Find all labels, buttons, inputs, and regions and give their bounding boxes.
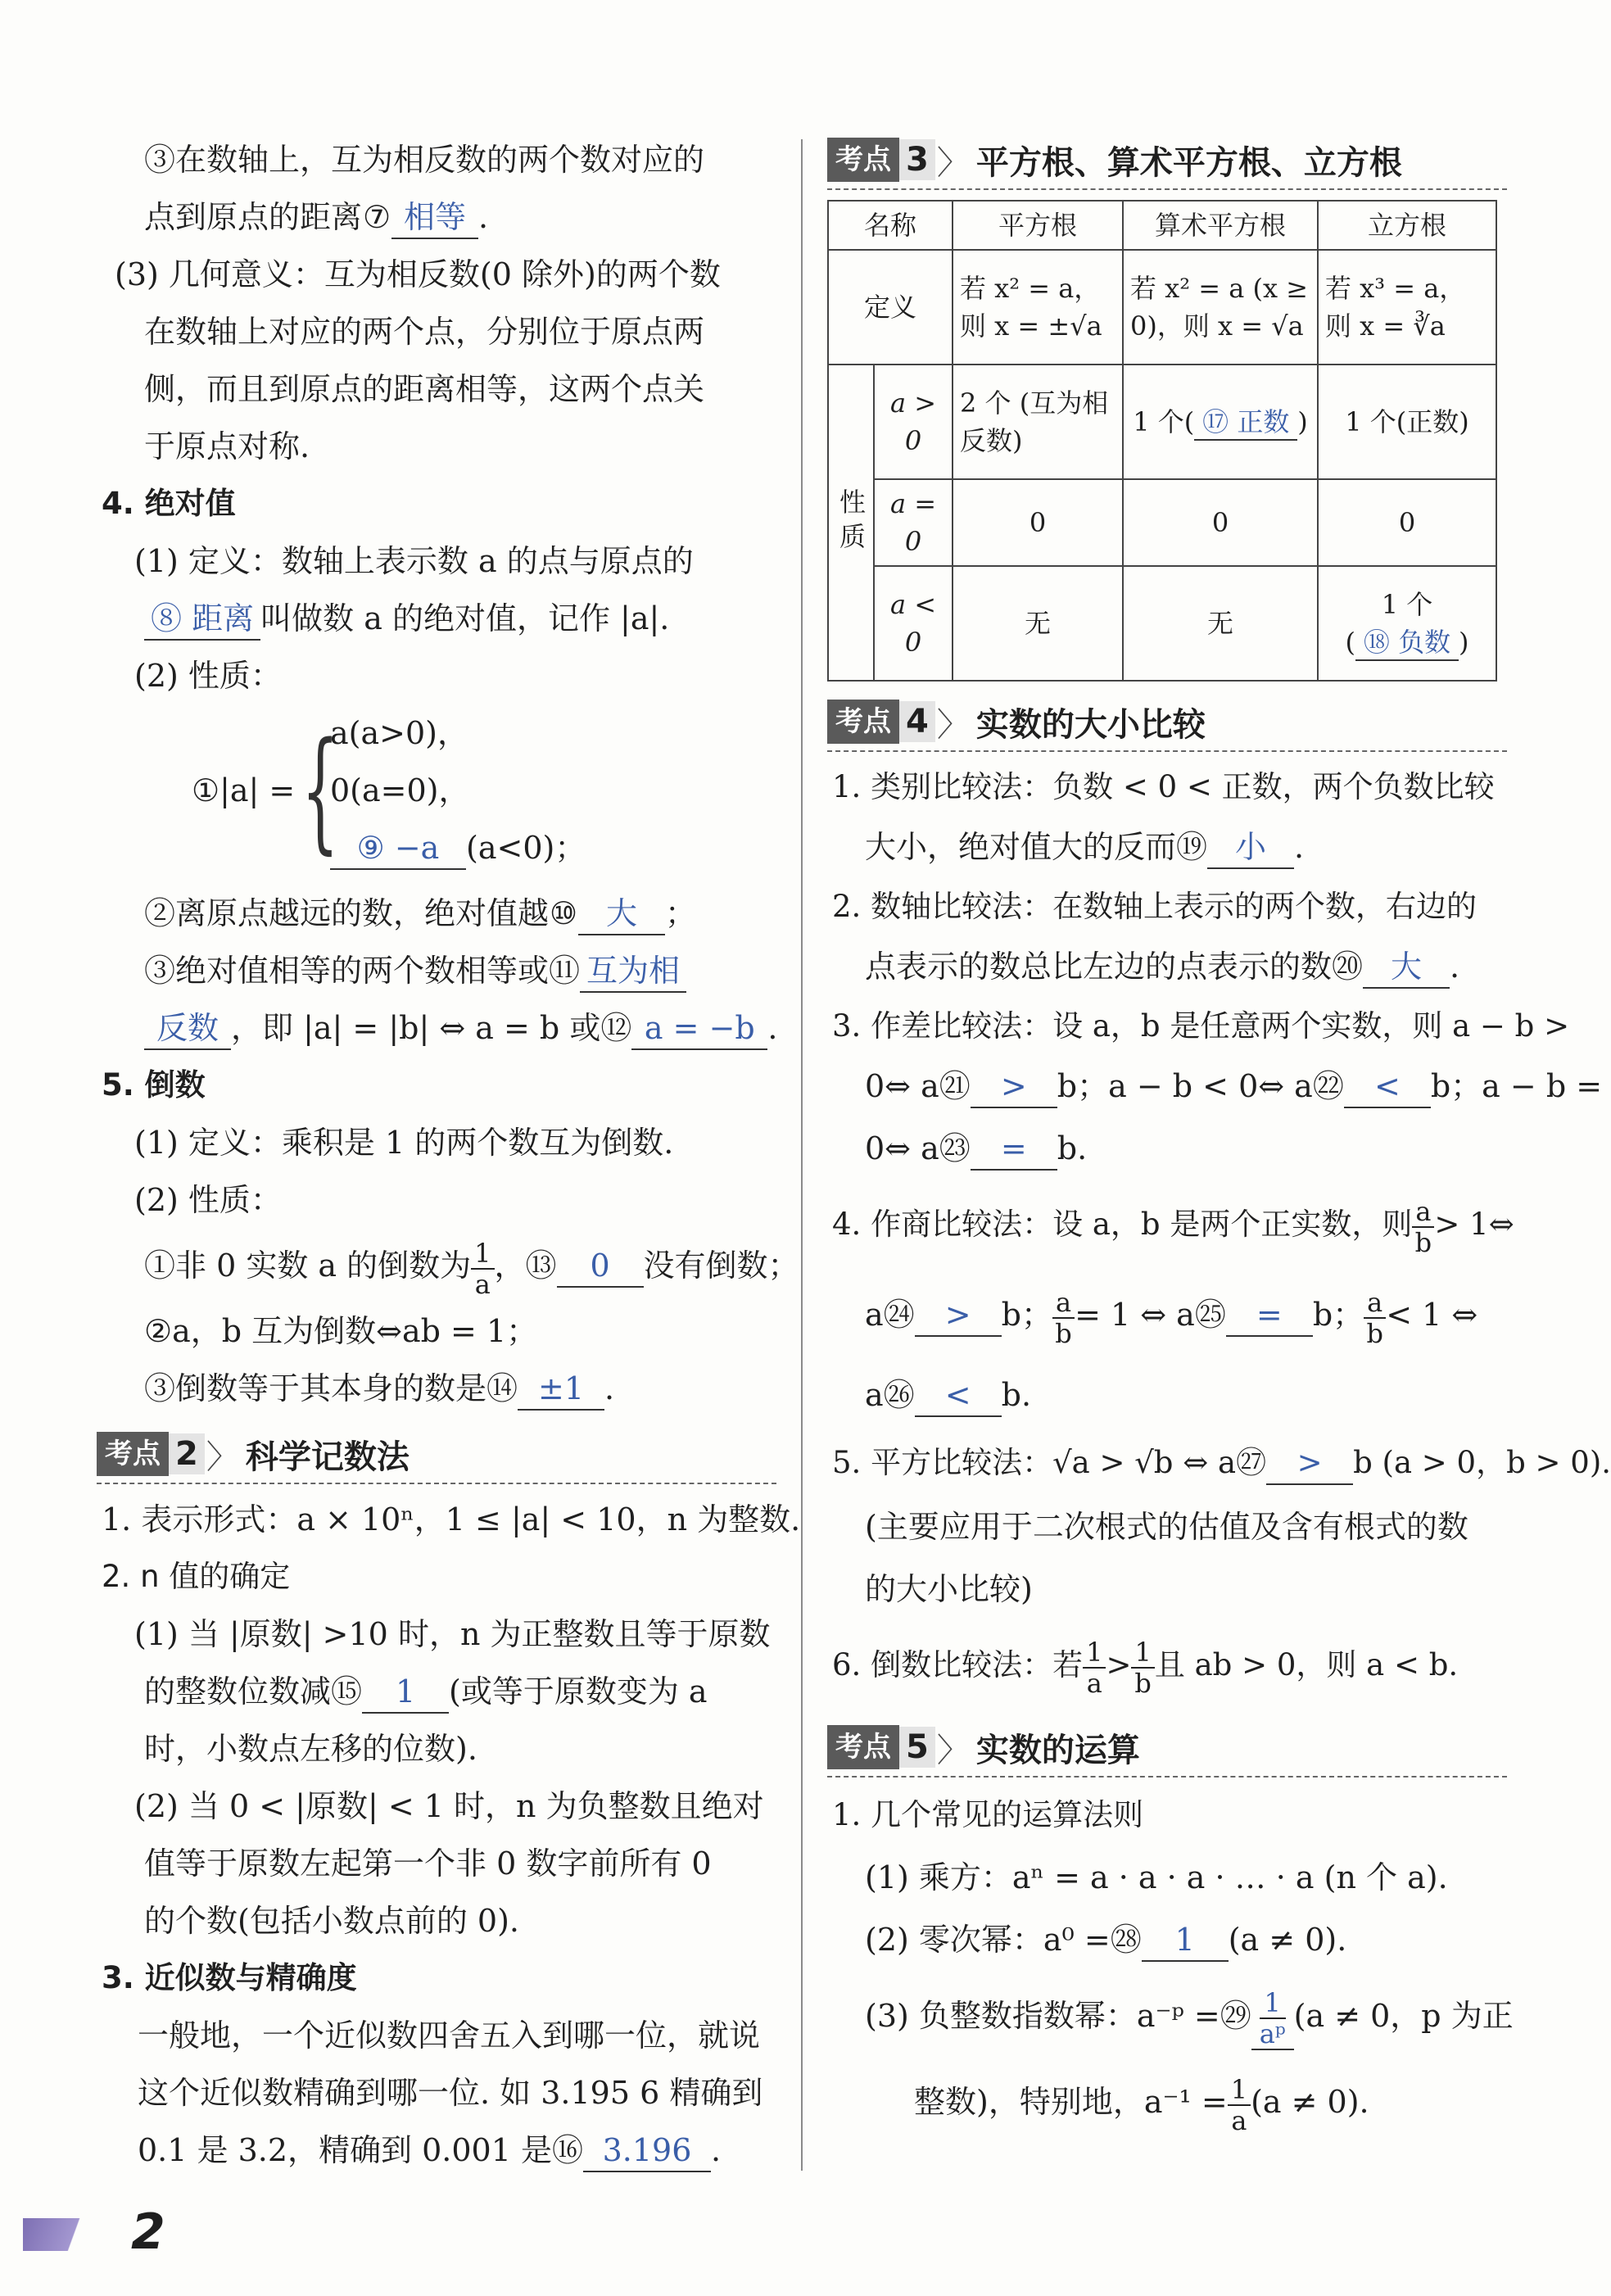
answer-blank: > (915, 1294, 1002, 1337)
text-line: a㉔ > b； $\frac{a}{b}$ = 1 ⇔ a㉕ = b； $\frac{a}{b}$ < 1 ⇔ (865, 1286, 1478, 1349)
text-line: (2) 当 0 < |原数| < 1 时，n 为负整数且绝对 (134, 1788, 764, 1824)
section-header-operations: 考点 5 〉 实数的运算 (827, 1719, 1507, 1777)
text-line: (1) 乘方：aⁿ = a · a · a · … · a (n 个 a). (865, 1859, 1448, 1895)
text-line: 4. 作商比较法：设 a，b 是两个正实数，则 $\frac{a}{b}$ > 1⇔ (832, 1195, 1514, 1258)
right-column (827, 131, 1611, 2143)
table-row: 名称 平方根 算术平方根 立方根 (828, 201, 1496, 250)
text-line: 0.1 是 3.2，精确到 0.001 是⑯ 3.196 . (97, 2122, 776, 2179)
text-line: 点表示的数总比左边的点表示的数⑳ 大 . (827, 935, 1507, 998)
text-line: 一般地，一个近似数四舍五入到哪一位，就说 (138, 2017, 761, 2054)
roots-table (827, 200, 1497, 682)
text-line: 1. 表示形式：a × 10ⁿ，1 ≤ |a| < 10，n 为整数. (102, 1501, 801, 1537)
answer-blank: 大 (578, 893, 665, 935)
text-line: 2. n 值的确定 (102, 1559, 291, 1594)
text-line: ③在数轴上，互为相反数的两个数对应的 (144, 142, 705, 178)
text-line: (3) 负整数指数幂：a⁻ᵖ =㉙ $\frac{1}{\text{aᵖ}}$ (a ≠ 0，p 为正 (865, 1986, 1514, 2049)
brace: { (301, 713, 339, 867)
answer-blank: 1 (1142, 1919, 1229, 1962)
answer-blank: = (1226, 1294, 1313, 1337)
answer-blank: < (1344, 1066, 1431, 1108)
text-line: a㉖ < b. (827, 1360, 1507, 1430)
chevron-right-icon: 〉 (206, 1438, 239, 1476)
fraction: $\frac{1}{a}$ (471, 1239, 494, 1299)
answer-blank: 相等 (391, 197, 478, 239)
text-line: (1) 定义：数轴上表示数 a 的点与原点的 (134, 543, 694, 579)
text-line: 大小，绝对值大的反而⑲ 小 . (827, 816, 1507, 878)
text-line: 的整数位数减⑮ 1 (或等于原数变为 a (97, 1663, 776, 1720)
text-line: (1) 定义：乘积是 1 的两个数互为倒数. (134, 1125, 674, 1161)
table-row: a = 0 0 0 0 (828, 479, 1496, 566)
text-line: 于原点对称. (144, 428, 310, 464)
fraction: $\frac{1}{a}$ (1083, 1637, 1106, 1698)
text-line: 1. 类别比较法：负数 < 0 < 正数，两个负数比较 (832, 769, 1495, 804)
answer-blank: ⑰ 正数 (1194, 405, 1297, 441)
answer-blank: ⑧ 距离 (144, 598, 260, 641)
text-line: ⑧ 距离 叫做数 a 的绝对值，记作 |a|. (97, 590, 776, 647)
answer-blank: ⑨ −a (330, 827, 466, 870)
text-line: 的个数(包括小数点前的 0). (144, 1903, 519, 1939)
text-line: ②离原点越远的数，绝对值越⑩ 大 ； (97, 885, 776, 942)
section-header-roots: 考点 3 〉 平方根、算术平方根、立方根 (827, 131, 1507, 190)
answer-blank: 小 (1207, 826, 1294, 869)
text-line: (2) 性质： (134, 658, 282, 694)
fraction: $\frac{1}{a}$ (1228, 2075, 1251, 2135)
table-row: a < 0 无 无 1 个 ( ⑱ 负数 ) (828, 566, 1496, 681)
text-line: 点到原点的距离⑦ 相等 . (97, 188, 776, 246)
text-line: 侧，而且到原点的距离相等，这两个点关 (144, 371, 705, 407)
text-line: 值等于原数左起第一个非 0 数字前所有 0 (144, 1845, 712, 1882)
text-line: ③绝对值相等的两个数相等或⑪ 互为相 (97, 942, 776, 999)
section-header-scientific-notation: 考点 2 〉 科学记数法 (97, 1425, 776, 1484)
text-line: ①非 0 实数 a 的倒数为 $\frac{1}{a}$ ，⑬ 0 没有倒数； (144, 1237, 799, 1300)
text-line: 反数 ，即 |a| = |b| ⇔ a = b 或⑫ a = −b . (97, 999, 776, 1057)
text-line: (2) 性质： (134, 1182, 282, 1218)
piecewise-definition: ①|a| = { a(a>0)， 0(a=0)， ⑨ −a (a<0)； (97, 704, 776, 885)
answer-blank: ±1 (518, 1368, 604, 1411)
fraction: $\frac{a}{b}$ (1412, 1197, 1434, 1257)
chevron-right-icon: 〉 (936, 143, 970, 182)
answer-blank: 反数 (144, 1008, 231, 1050)
text-line: 时，小数点左移的位数). (144, 1731, 477, 1767)
answer-blank: $\frac{1}{\text{aᵖ}}$ (1251, 1988, 1294, 2050)
answer-blank: ⑱ 负数 (1355, 625, 1459, 661)
chevron-right-icon: 〉 (936, 1731, 970, 1769)
answer-blank: 大 (1363, 946, 1450, 989)
fraction: $\frac{a}{b}$ (1052, 1288, 1075, 1348)
text-line: 整数)，特别地，a⁻¹ = $\frac{1}{a}$ (a ≠ 0). (914, 2073, 1369, 2136)
text-line: 这个近似数精确到哪一位. 如 3.195 6 精确到 (138, 2075, 763, 2111)
answer-blank: > (1266, 1442, 1353, 1485)
page-corner-stripe (23, 2218, 105, 2251)
subheading-reciprocal: 5. 倒数 (102, 1067, 206, 1103)
table-row: 定义 若 x² = a，则 x = ±√a 若 x² = a (x ≥ 0)，则 x = √a 若 x³ = a，则 x = ∛a (828, 250, 1496, 365)
text-line: 0⇔ a㉑ > b；a − b < 0⇔ a㉒ < b；a − b = (827, 1055, 1507, 1117)
text-line: 0⇔ a㉓ = b. (827, 1117, 1507, 1180)
text-line: (主要应用于二次根式的估值及含有根式的数 (865, 1509, 1468, 1545)
text-line: (3) 几何意义：互为相反数(0 除外)的两个数 (115, 256, 721, 292)
fraction: $\frac{a}{b}$ (1364, 1288, 1386, 1348)
text-line: 的大小比较) (865, 1571, 1033, 1607)
answer-blank: > (971, 1066, 1057, 1108)
text-line: (1) 当 |原数| >10 时，n 为正整数且等于原数 (134, 1616, 771, 1652)
text-line: 在数轴上对应的两个点，分别位于原点两 (144, 314, 705, 350)
answer-blank: 3.196 (583, 2130, 711, 2172)
text-line: ③倒数等于其本身的数是⑭ ±1 . (97, 1360, 776, 1417)
column-divider (801, 139, 803, 2171)
answer-blank: = (971, 1128, 1057, 1171)
text-line: 6. 倒数比较法：若 $\frac{1}{a}$ > $\frac{1}{b}$ 且 ab > 0，则 a < b. (832, 1636, 1459, 1699)
text-line: 2. 数轴比较法：在数轴上表示的两个数，右边的 (832, 889, 1478, 924)
answer-blank: 0 (557, 1245, 644, 1288)
answer-blank: a = −b (631, 1008, 767, 1050)
section-header-comparison: 考点 4 〉 实数的大小比较 (827, 693, 1507, 752)
subheading-approximation: 3. 近似数与精确度 (102, 1960, 357, 1995)
text-line: 3. 作差比较法：设 a，b 是任意两个实数，则 a − b > (832, 1008, 1570, 1044)
chevron-right-icon: 〉 (936, 705, 970, 744)
table-row: 性质 a > 0 2 个 (互为相反数) 1 个( ⑰ 正数 ) 1 个(正数) (828, 365, 1496, 479)
answer-blank: 1 (362, 1671, 449, 1714)
text-line: (2) 零次幂：a⁰ =㉘ 1 (a ≠ 0). (827, 1909, 1507, 1971)
left-column (97, 131, 801, 2179)
page-number: 2 (131, 2203, 165, 2261)
text-line: 5. 平方比较法：√a > √b ⇔ a㉗ > b (a > 0，b > 0). (827, 1430, 1507, 1496)
text-line: ②a，b 互为倒数⇔ab = 1； (144, 1313, 538, 1349)
answer-blank: 互为相 (580, 950, 686, 993)
text-line: 1. 几个常见的运算法则 (832, 1797, 1144, 1832)
subheading-absolute-value: 4. 绝对值 (102, 486, 236, 521)
answer-blank: < (915, 1374, 1002, 1417)
fraction: $\frac{1}{b}$ (1131, 1637, 1154, 1698)
